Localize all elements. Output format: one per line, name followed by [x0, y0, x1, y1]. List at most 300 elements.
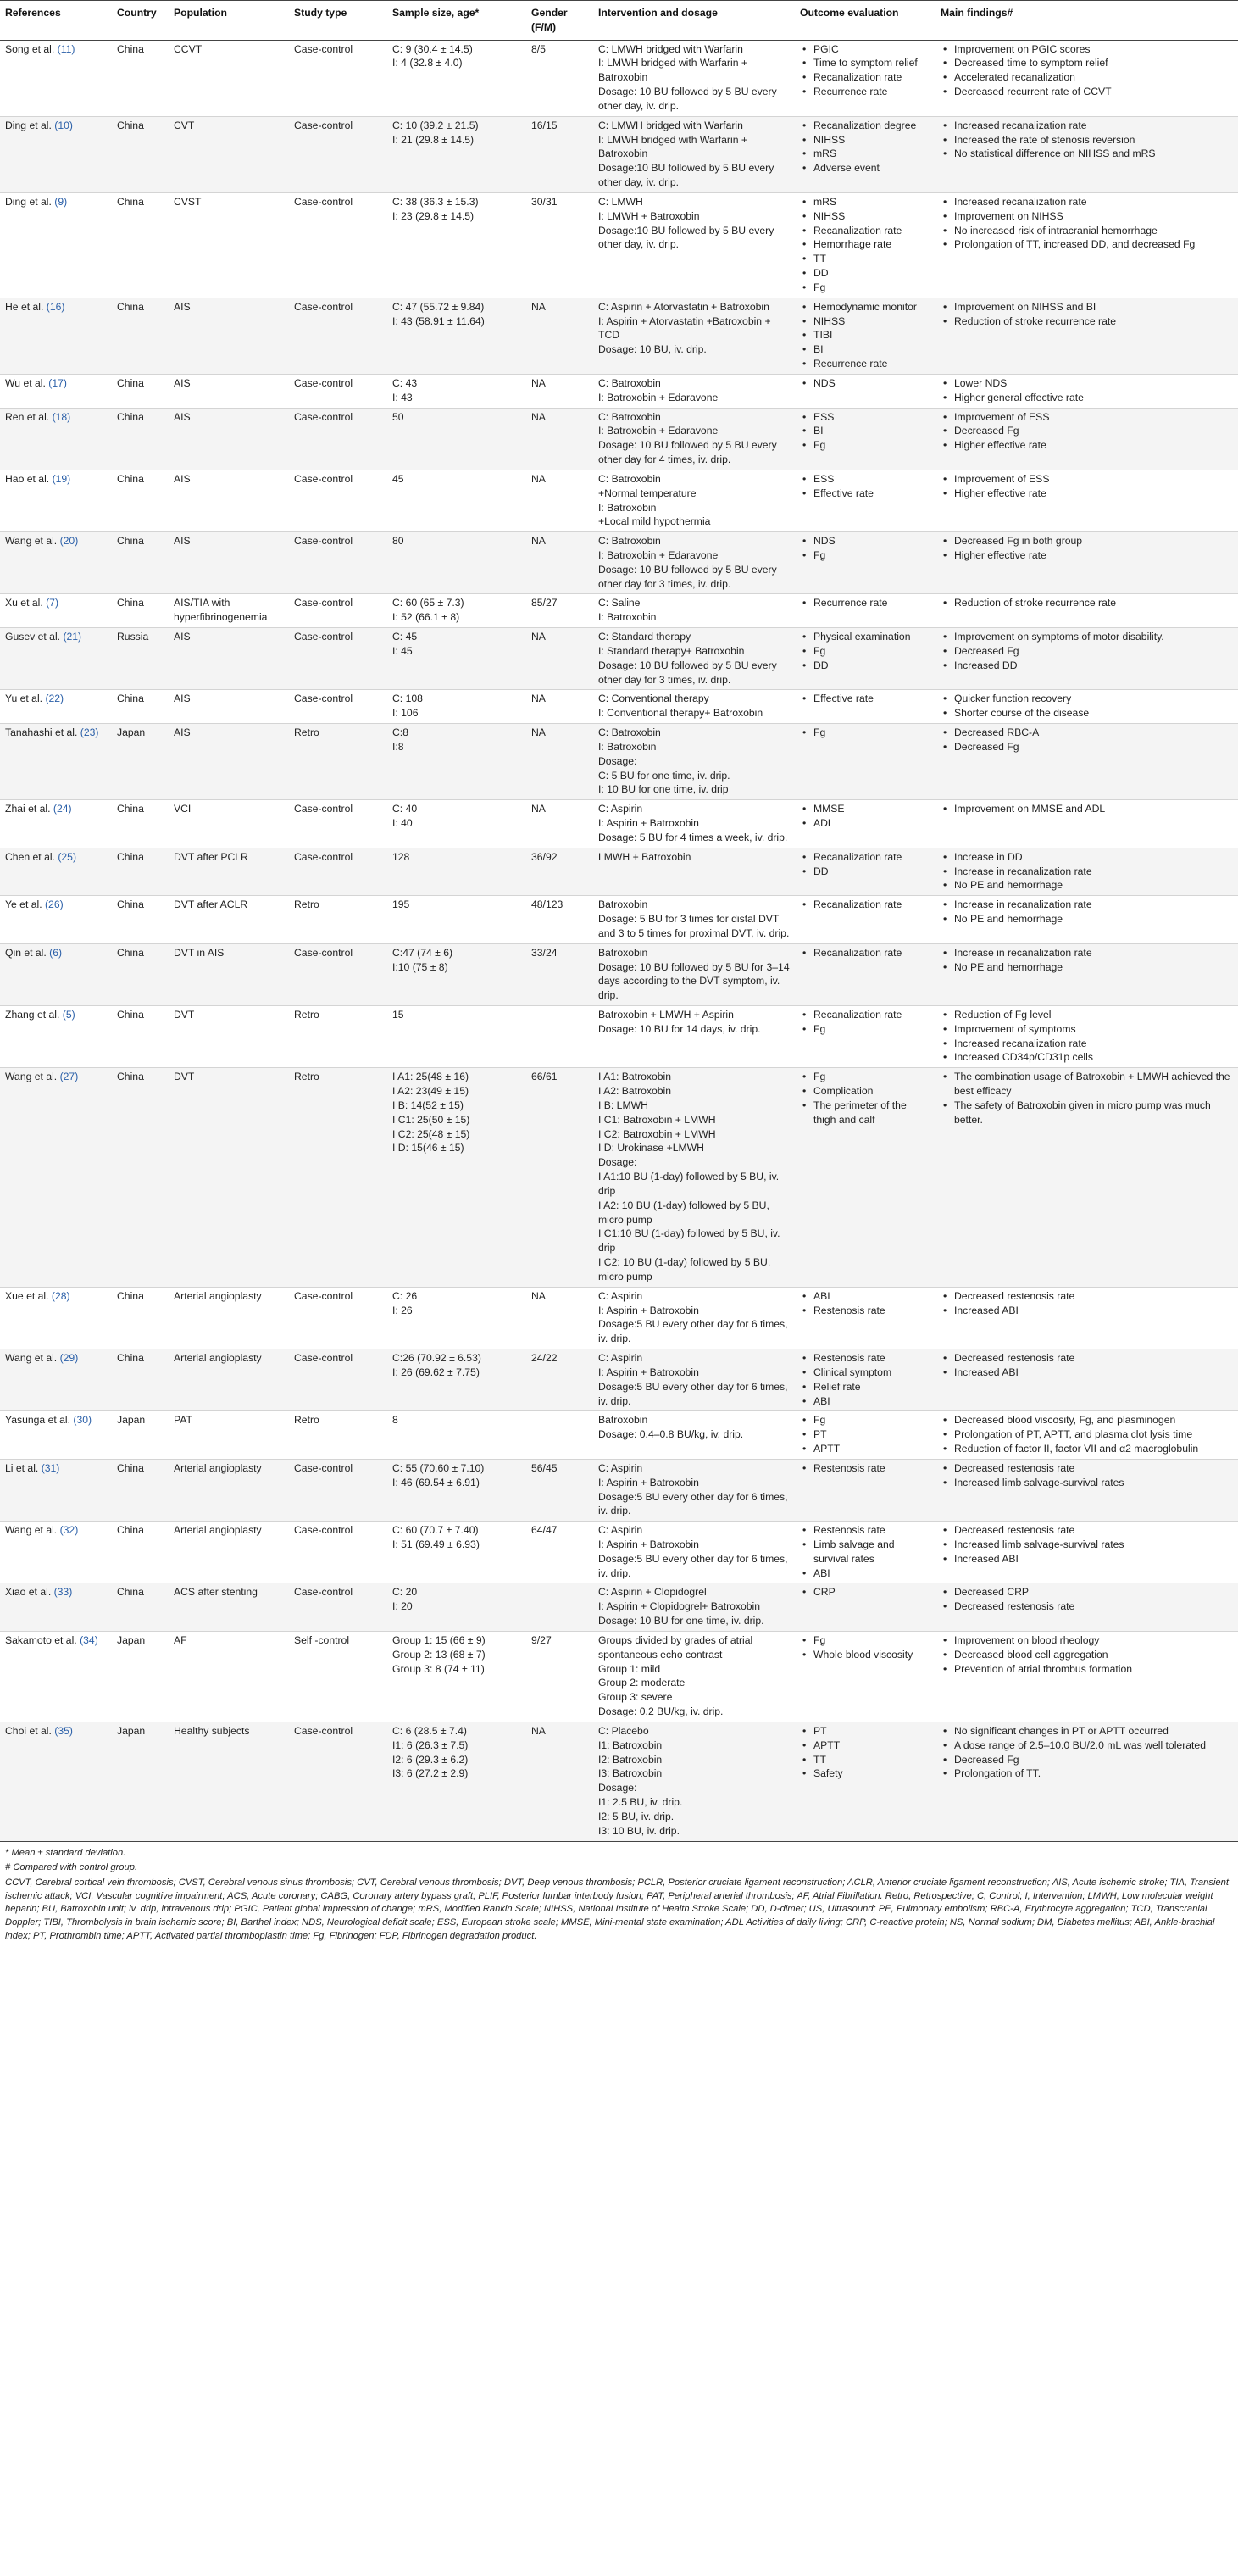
finding-item: • Improvement of symptoms	[941, 1022, 1233, 1037]
reference-name: Tanahashi et al.	[5, 726, 78, 739]
reference-number-link[interactable]: (27)	[59, 1071, 79, 1083]
country-value: China	[117, 300, 144, 313]
study-type-value: Case-control	[294, 1586, 353, 1599]
reference-cell	[0, 532, 112, 594]
gender-value: 56/45	[531, 1461, 558, 1474]
reference-number-link[interactable]: (25)	[58, 850, 77, 863]
intervention-line: +Local mild hypothermia	[598, 515, 711, 528]
study-type-cell	[289, 116, 387, 192]
population-value: CVT	[174, 119, 195, 131]
outcome-item: • Limb salvage and survival rates	[800, 1538, 930, 1566]
gender-value: 66/61	[531, 1071, 558, 1083]
finding-item: • Increase in DD	[941, 850, 1233, 865]
outcome-item: • Fg	[800, 548, 930, 563]
intervention-line: Dosage: 10 BU followed by 5 BU every other day, iv. drip.	[598, 86, 777, 112]
study-type-value: Case-control	[294, 1724, 353, 1737]
intervention-cell	[593, 724, 795, 800]
sample-size-line: C:8	[392, 726, 408, 739]
outcome-item: • BI	[800, 424, 930, 438]
reference-cell	[0, 800, 112, 848]
intervention-line: I: Aspirin + Atorvastatin +Batroxobin + TCD	[598, 314, 771, 342]
reference-name: Yu et al.	[5, 693, 43, 705]
intervention-line: I: Aspirin + Batroxobin	[598, 1304, 699, 1316]
reference-number-link[interactable]: (18)	[52, 410, 71, 423]
gender-cell	[526, 1411, 593, 1459]
sample-size-line: I: 45	[392, 644, 413, 657]
reference-name: Hao et al.	[5, 472, 50, 485]
country-cell	[112, 848, 169, 895]
intervention-line: Group 3: severe	[598, 1691, 673, 1704]
finding-item: • Increased recanalization rate	[941, 195, 1233, 209]
table-body	[0, 40, 1238, 1841]
sample-size-line: I: 52 (66.1 ± 8)	[392, 611, 460, 624]
country-value: China	[117, 1071, 144, 1083]
outcome-cell	[795, 470, 935, 531]
reference-number-link[interactable]: (16)	[46, 300, 65, 313]
findings-cell	[935, 690, 1238, 724]
finding-item: • Decreased blood viscosity, Fg, and plasminogen	[941, 1413, 1233, 1427]
finding-item: • Decreased restenosis rate	[941, 1600, 1233, 1614]
finding-item: • Decreased restenosis rate	[941, 1351, 1233, 1366]
outcome-cell	[795, 848, 935, 895]
reference-cell	[0, 1583, 112, 1631]
outcome-cell	[795, 594, 935, 628]
gender-cell	[526, 470, 593, 531]
sample-size-line: 15	[392, 1009, 404, 1021]
gender-cell	[526, 1722, 593, 1841]
finding-item: • Quicker function recovery	[941, 692, 1233, 706]
sample-size-line: I B: 14(52 ± 15)	[392, 1099, 464, 1111]
study-type-cell	[289, 298, 387, 374]
finding-item: • Lower NDS	[941, 376, 1233, 391]
intervention-line: C: Batroxobin	[598, 726, 661, 739]
intervention-cell	[593, 532, 795, 594]
outcome-item: • Hemodynamic monitor	[800, 300, 930, 314]
table-row	[0, 470, 1238, 531]
study-type-cell	[289, 628, 387, 690]
outcome-item: • ABI	[800, 1289, 930, 1304]
findings-cell	[935, 724, 1238, 800]
country-cell	[112, 532, 169, 594]
study-type-value: Case-control	[294, 1352, 353, 1365]
reference-number-link[interactable]: (33)	[53, 1586, 73, 1599]
sample-size-line: I: 21 (29.8 ± 14.5)	[392, 133, 475, 146]
intervention-line: I1: Batroxobin	[598, 1739, 663, 1751]
reference-name: Qin et al.	[5, 946, 47, 959]
finding-item-list	[941, 1351, 1233, 1380]
sample-size-cell	[387, 800, 526, 848]
population-cell	[169, 848, 289, 895]
reference-number-link[interactable]: (29)	[59, 1352, 79, 1365]
reference-number-link[interactable]: (9)	[54, 195, 68, 208]
reference-number-link[interactable]: (30)	[73, 1414, 92, 1427]
outcome-item: • PT	[800, 1724, 930, 1739]
outcome-item: • Physical examination	[800, 630, 930, 644]
reference-number-link[interactable]: (23)	[80, 726, 99, 739]
finding-item: • Decreased Fg	[941, 740, 1233, 754]
intervention-line: I: LMWH bridged with Warfarin + Batroxobin	[598, 133, 747, 160]
country-value: China	[117, 1586, 144, 1599]
study-type-cell	[289, 408, 387, 470]
reference-number-link[interactable]: (28)	[51, 1289, 70, 1302]
outcome-cell	[795, 1522, 935, 1583]
intervention-line: I A2: 10 BU (1-day) followed by 5 BU, micro pump	[598, 1199, 769, 1226]
outcome-item-list	[800, 1070, 930, 1127]
intervention-line: +Normal temperature	[598, 487, 697, 499]
intervention-line: C: 5 BU for one time, iv. drip.	[598, 769, 730, 782]
sample-size-line: I: 46 (69.54 ± 6.91)	[392, 1476, 480, 1488]
outcome-cell	[795, 1583, 935, 1631]
reference-number-link[interactable]: (32)	[59, 1524, 79, 1537]
finding-item: • Improvement of ESS	[941, 410, 1233, 425]
findings-cell	[935, 192, 1238, 298]
intervention-line: I: Conventional therapy+ Batroxobin	[598, 707, 763, 720]
table-row	[0, 1631, 1238, 1722]
finding-item: • Increased recanalization rate	[941, 119, 1233, 133]
intervention-line: I: Standard therapy+ Batroxobin	[598, 644, 745, 657]
findings-cell	[935, 40, 1238, 116]
study-type-cell	[289, 1459, 387, 1521]
country-cell	[112, 1068, 169, 1287]
reference-cell	[0, 1349, 112, 1411]
sample-size-line: I: 51 (69.49 ± 6.93)	[392, 1538, 480, 1550]
reference-number-link[interactable]: (31)	[41, 1461, 60, 1474]
table-row	[0, 943, 1238, 1005]
reference-number-link[interactable]: (21)	[63, 631, 82, 643]
reference-number-link[interactable]: (17)	[48, 376, 67, 389]
reference-number-link[interactable]: (5)	[62, 1009, 75, 1021]
outcome-item-list	[800, 946, 930, 960]
population-value: DVT after PCLR	[174, 850, 248, 863]
study-type-value: Case-control	[294, 42, 353, 55]
study-type-value: Case-control	[294, 946, 353, 959]
reference-name: Wang et al.	[5, 535, 58, 548]
intervention-line: C: Batroxobin	[598, 410, 661, 423]
finding-item: • Increased limb salvage-survival rates	[941, 1476, 1233, 1490]
intervention-line: C: Aspirin + Clopidogrel	[598, 1586, 707, 1599]
study-type-cell	[289, 1522, 387, 1583]
sample-size-line: I: 23 (29.8 ± 14.5)	[392, 209, 475, 222]
country-value: China	[117, 195, 144, 208]
intervention-line: I: LMWH bridged with Warfarin + Batroxobin	[598, 57, 747, 84]
reference-name: Xiao et al.	[5, 1586, 52, 1599]
table-row	[0, 800, 1238, 848]
intervention-line: I: Aspirin + Batroxobin	[598, 1476, 699, 1488]
reference-number-link[interactable]: (20)	[59, 535, 79, 548]
intervention-line: I A1: Batroxobin	[598, 1071, 672, 1083]
sample-size-cell	[387, 848, 526, 895]
reference-name: Zhai et al.	[5, 803, 51, 815]
findings-cell	[935, 1631, 1238, 1722]
footnote-mean: * Mean ± standard deviation.	[5, 1847, 126, 1858]
outcome-item-list	[800, 802, 930, 831]
population-cell	[169, 1287, 289, 1349]
reference-name: Sakamoto et al.	[5, 1633, 77, 1646]
outcome-cell	[795, 40, 935, 116]
intervention-line: I2: 5 BU, iv. drip.	[598, 1810, 675, 1822]
gender-value: 85/27	[531, 597, 558, 609]
study-type-value: Retro	[294, 1414, 319, 1427]
population-cell	[169, 1006, 289, 1068]
sample-size-line: C:26 (70.92 ± 6.53)	[392, 1352, 481, 1365]
reference-number-link[interactable]: (35)	[54, 1724, 73, 1737]
outcome-item: • NIHSS	[800, 314, 930, 329]
finding-item: • Improvement on NIHSS	[941, 209, 1233, 224]
findings-cell	[935, 116, 1238, 192]
sample-size-line: C: 43	[392, 376, 418, 389]
intervention-cell	[593, 470, 795, 531]
header-intervention: Intervention and dosage	[593, 1, 795, 41]
finding-item: • Prolongation of TT, increased DD, and decreased Fg	[941, 237, 1233, 252]
outcome-item: • Clinical symptom	[800, 1366, 930, 1380]
outcome-item: • Safety	[800, 1766, 930, 1781]
gender-value: NA	[531, 472, 546, 485]
sample-size-line: Group 3: 8 (74 ± 11)	[392, 1662, 485, 1675]
reference-name: Ding et al.	[5, 119, 52, 131]
finding-item: • Decreased Fg	[941, 424, 1233, 438]
outcome-item: • Recanalization degree	[800, 119, 930, 133]
finding-item: • Decreased time to symptom relief	[941, 56, 1233, 70]
intervention-cell	[593, 628, 795, 690]
gender-value: 48/123	[531, 899, 563, 911]
sample-size-line: C: 6 (28.5 ± 7.4)	[392, 1724, 467, 1737]
outcome-cell	[795, 800, 935, 848]
finding-item-list	[941, 300, 1233, 329]
intervention-line: Dosage: 10 BU followed by 5 BU for 3–14 days according to the DVT symptom, iv. drip.	[598, 960, 790, 1002]
study-type-cell	[289, 724, 387, 800]
header-sample-size: Sample size, age*	[387, 1, 526, 41]
finding-item: • Improvement on symptoms of motor disability.	[941, 630, 1233, 644]
reference-name: Chen et al.	[5, 850, 55, 863]
population-cell	[169, 628, 289, 690]
gender-value: 16/15	[531, 119, 558, 131]
population-value: Arterial angioplasty	[174, 1461, 262, 1474]
finding-item: • Higher effective rate	[941, 487, 1233, 501]
study-type-value: Case-control	[294, 1289, 353, 1302]
reference-name: Gusev et al.	[5, 631, 61, 643]
intervention-line: Batroxobin	[598, 899, 648, 911]
sample-size-line: C: 40	[392, 803, 418, 815]
sample-size-cell	[387, 724, 526, 800]
intervention-line: I: Aspirin + Batroxobin	[598, 817, 699, 830]
outcome-item-list	[800, 1413, 930, 1455]
gender-cell	[526, 628, 593, 690]
reference-cell	[0, 896, 112, 943]
outcome-item: • The perimeter of the thigh and calf	[800, 1099, 930, 1127]
intervention-line: I: 10 BU for one time, iv. drip	[598, 783, 729, 796]
table-row	[0, 1006, 1238, 1068]
country-cell	[112, 1006, 169, 1068]
reference-number-link[interactable]: (26)	[45, 899, 64, 911]
intervention-line: Dosage:5 BU every other day for 6 times, iv. drip.	[598, 1318, 788, 1345]
reference-number-link[interactable]: (11)	[57, 42, 75, 55]
finding-item: • Reduction of factor II, factor VII and α2 macroglobulin	[941, 1442, 1233, 1456]
study-type-cell	[289, 1006, 387, 1068]
reference-number-link[interactable]: (19)	[52, 472, 71, 485]
intervention-cell	[593, 1583, 795, 1631]
sample-size-line: C: 10 (39.2 ± 21.5)	[392, 119, 479, 131]
gender-value: NA	[531, 300, 546, 313]
population-cell	[169, 40, 289, 116]
study-type-value: Case-control	[294, 1524, 353, 1537]
outcome-item: • Fg	[800, 1070, 930, 1084]
sample-size-line: C: 60 (65 ± 7.3)	[392, 597, 464, 609]
reference-cell	[0, 690, 112, 724]
outcome-cell	[795, 1349, 935, 1411]
reference-cell	[0, 40, 112, 116]
population-value: Arterial angioplasty	[174, 1524, 262, 1537]
intervention-line: I B: LMWH	[598, 1099, 648, 1111]
country-cell	[112, 690, 169, 724]
population-cell	[169, 1459, 289, 1521]
outcome-item: • NDS	[800, 534, 930, 548]
finding-item: • Decreased Fg in both group	[941, 534, 1233, 548]
intervention-line: C: Batroxobin	[598, 535, 661, 548]
country-value: China	[117, 42, 144, 55]
table-row	[0, 690, 1238, 724]
finding-item: • The safety of Batroxobin given in micro pump was much better.	[941, 1099, 1233, 1127]
intervention-cell	[593, 192, 795, 298]
intervention-line: C: Aspirin	[598, 1289, 643, 1302]
sample-size-cell	[387, 374, 526, 408]
intervention-line: C: LMWH bridged with Warfarin	[598, 119, 743, 131]
study-type-value: Case-control	[294, 597, 353, 609]
findings-cell	[935, 896, 1238, 943]
finding-item: • Decreased CRP	[941, 1585, 1233, 1600]
intervention-line: Dosage: 5 BU for 4 times a week, iv. drip.	[598, 831, 788, 843]
outcome-item: • Fg	[800, 1413, 930, 1427]
outcome-item: • DD	[800, 266, 930, 281]
finding-item: • Increase in recanalization rate	[941, 898, 1233, 912]
outcome-item: • ABI	[800, 1394, 930, 1409]
country-value: China	[117, 597, 144, 609]
outcome-item: • TIBI	[800, 328, 930, 342]
country-value: China	[117, 850, 144, 863]
intervention-line: I: Batroxobin + Edaravone	[598, 391, 719, 403]
finding-item: • Shorter course of the disease	[941, 706, 1233, 721]
study-type-value: Retro	[294, 899, 319, 911]
country-value: China	[117, 535, 144, 548]
reference-number-link[interactable]: (24)	[53, 803, 72, 815]
population-value: Arterial angioplasty	[174, 1289, 262, 1302]
country-cell	[112, 1583, 169, 1631]
intervention-line: Dosage:5 BU every other day for 6 times, iv. drip.	[598, 1490, 788, 1517]
outcome-item: • Recurrence rate	[800, 596, 930, 610]
reference-number-link[interactable]: (6)	[49, 946, 63, 959]
finding-item: • The combination usage of Batroxobin + LMWH achieved the best efficacy	[941, 1070, 1233, 1099]
intervention-cell	[593, 1631, 795, 1722]
outcome-item: • Effective rate	[800, 487, 930, 501]
outcome-item: • Restenosis rate	[800, 1523, 930, 1538]
sample-size-line: I A2: 23(49 ± 15)	[392, 1085, 469, 1098]
outcome-item: • Recanalization rate	[800, 898, 930, 912]
reference-cell	[0, 374, 112, 408]
finding-item: • No significant changes in PT or APTT occurred	[941, 1724, 1233, 1739]
intervention-line: C: Aspirin + Atorvastatin + Batroxobin	[598, 300, 769, 313]
table-row	[0, 1411, 1238, 1459]
outcome-item: • Effective rate	[800, 692, 930, 706]
country-cell	[112, 408, 169, 470]
reference-number-link[interactable]: (7)	[46, 597, 59, 609]
intervention-line: C: LMWH	[598, 195, 643, 208]
intervention-line: Dosage:	[598, 754, 637, 767]
reference-cell	[0, 1722, 112, 1841]
gender-value: 9/27	[531, 1633, 552, 1646]
table-row	[0, 374, 1238, 408]
study-type-value: Case-control	[294, 300, 353, 313]
sample-size-line: 195	[392, 899, 410, 911]
outcome-item-list	[800, 1008, 930, 1037]
sample-size-line: 45	[392, 472, 404, 485]
intervention-line: I: Batroxobin + Edaravone	[598, 548, 719, 561]
gender-cell	[526, 594, 593, 628]
study-type-cell	[289, 1411, 387, 1459]
study-type-cell	[289, 1583, 387, 1631]
header-row	[0, 1, 1238, 41]
table-row	[0, 1722, 1238, 1841]
sample-size-line: C: 45	[392, 631, 418, 643]
country-cell	[112, 192, 169, 298]
outcome-item-list	[800, 1461, 930, 1476]
reference-cell	[0, 1287, 112, 1349]
sample-size-line: C: 60 (70.7 ± 7.40)	[392, 1524, 479, 1537]
intervention-line: C: Placebo	[598, 1724, 649, 1737]
country-value: Japan	[117, 1724, 146, 1737]
reference-name: Wang et al.	[5, 1352, 58, 1365]
sample-size-cell	[387, 1459, 526, 1521]
gender-cell	[526, 848, 593, 895]
finding-item: • Improvement of ESS	[941, 472, 1233, 487]
population-cell	[169, 1068, 289, 1287]
outcome-item: • Recanalization rate	[800, 70, 930, 85]
footnote-abbreviations: CCVT, Cerebral cortical vein thrombosis; CVST, Cerebral venous sinus thrombosis; CVT, Cerebral venous thrombosis; DVT, Deep venous thrombosis; PCLR, Posterior cruciate ligament reconstruction; ACLR, Anterior cruciate ligament reconstruction; AIS, Acute ischemic stroke; TIA, Transient ischemic attack; VCI, Vascular cognitive impairment; ACS, Acute coronary; CABG, Coronary artery bypass graft; PLIF, Posterior lumbar interbody fusion; PAT, Peripheral arterial thrombosis; AF, Atrial Fibrillation. Retro, Retrospective; C, Control; I, Intervention; LMWH, Low molecular weight heparin; BU, Batroxobin unit; iv. drip, intravenous drip; PGIC, Patient global impression of change; mRS, Modified Rankin Scale; NIHSS, National Institute of Health Stroke Scale; DD, D-dimer; US, Ultrasound; PE, Pulmonary embolism; RBC-A, Erythrocyte aggregation; TCD, Transcranial Doppler; TIBI, Thrombolysis in brain ischemic score; BI, Barthel index; NDS, Neurological deficit scale; ESS, European stroke scale; MMSE, Mini-mental state examination; ADL Activities of daily living; CRP, C-reactive protein; NS, Normal sodium; DM, Diabetes mellitus; ABI, Ankle-brachial index; PT, Prothrombin time; APTT, Activated partial thromboplastin time; Fg, Fibrinogen; FDP, Fibrinogen degradation product.	[5, 1877, 1229, 1941]
outcome-item-list	[800, 195, 930, 295]
study-type-value: Case-control	[294, 850, 353, 863]
findings-cell	[935, 594, 1238, 628]
finding-item-list	[941, 726, 1233, 754]
table-row	[0, 40, 1238, 116]
sample-size-line: C: 47 (55.72 ± 9.84)	[392, 300, 485, 313]
outcome-cell	[795, 1287, 935, 1349]
intervention-cell	[593, 1349, 795, 1411]
findings-cell	[935, 298, 1238, 374]
gender-cell	[526, 374, 593, 408]
sample-size-cell	[387, 116, 526, 192]
sample-size-line: C: 20	[392, 1586, 418, 1599]
reference-number-link[interactable]: (22)	[45, 693, 64, 705]
intervention-line: I2: Batroxobin	[598, 1753, 663, 1766]
reference-number-link[interactable]: (34)	[80, 1633, 98, 1646]
finding-item-list	[941, 195, 1233, 252]
outcome-item: • ESS	[800, 472, 930, 487]
gender-cell	[526, 1459, 593, 1521]
reference-cell	[0, 1459, 112, 1521]
table-row	[0, 298, 1238, 374]
study-type-value: Case-control	[294, 195, 353, 208]
intervention-cell	[593, 374, 795, 408]
sample-size-cell	[387, 298, 526, 374]
outcome-item: • mRS	[800, 195, 930, 209]
intervention-line: Batroxobin + LMWH + Aspirin	[598, 1009, 734, 1021]
population-value: Arterial angioplasty	[174, 1352, 262, 1365]
reference-cell	[0, 628, 112, 690]
intervention-line: I D: Urokinase +LMWH	[598, 1142, 704, 1154]
outcome-item: • TT	[800, 1753, 930, 1767]
reference-number-link[interactable]: (10)	[54, 119, 73, 131]
country-cell	[112, 40, 169, 116]
intervention-cell	[593, 848, 795, 895]
country-value: China	[117, 1289, 144, 1302]
